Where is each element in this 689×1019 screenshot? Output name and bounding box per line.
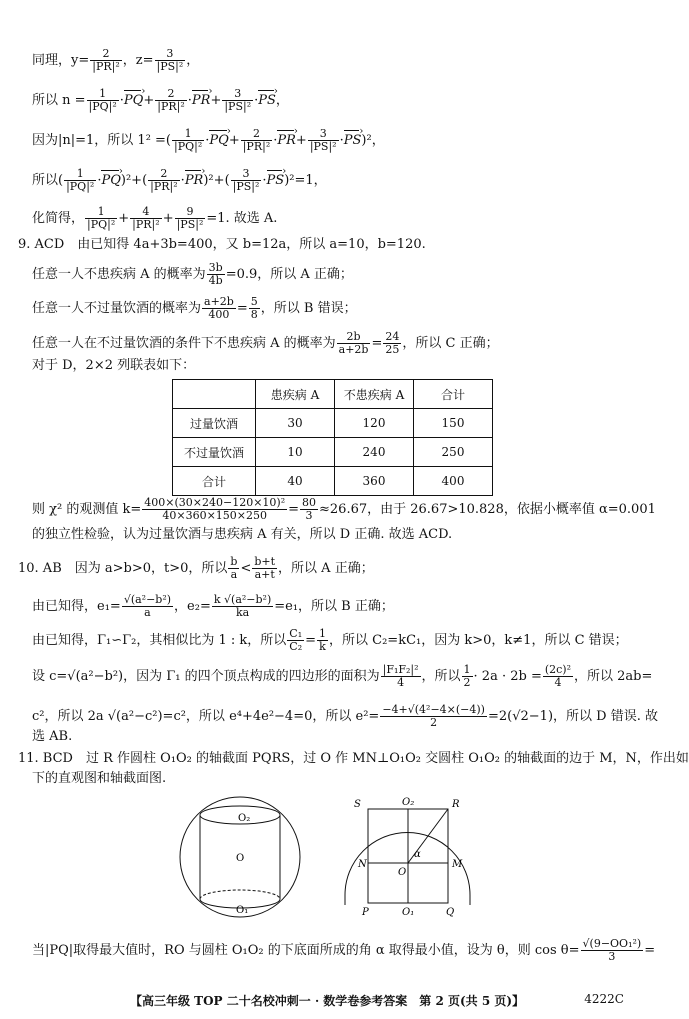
table-cell: 250 xyxy=(414,438,493,467)
table-cell: 不过量饮酒 xyxy=(173,438,256,467)
label-o2: O₂ xyxy=(402,797,415,808)
question-10-line: 10. AB 因为 a>b>0，t>0，所以 $\frac{b}{a}$ < $\frac{b+t}{a+t}$ ，所以 A 正确； xyxy=(18,555,374,581)
fraction: $\frac{3}{\text{|PS|²}}$ xyxy=(156,47,184,73)
contingency-table xyxy=(172,379,493,496)
label-n: N xyxy=(358,859,367,870)
table-row xyxy=(173,467,493,496)
table-cell: 30 xyxy=(256,409,335,438)
table-row xyxy=(173,438,493,467)
question-10-f: 选 AB. xyxy=(32,729,73,744)
table-header-cell xyxy=(173,380,256,409)
table-cell: 240 xyxy=(335,438,414,467)
label-alpha: α xyxy=(414,849,421,860)
solution-line-4: 所以( $\frac{1}{\text{|PQ|²}}$ ·PQ ›)²+( $\frac{2}{\text{|PR|²}}$ ·PR ›)²+( $\frac{3}{\text{|PS|²}}$ ·PS ›)²=1， xyxy=(32,168,648,193)
fraction: $\frac{2}{\text{|PR|²}}$ xyxy=(92,47,120,73)
chi-square-line-1: 则 χ² 的观测值 k= $\frac{\text{400×(30×240−120×10)²}}{40\times 360\times 150\times 250}$ = $\frac{80}{3}$ ≈26.67，由于 26.67>10.828，依据小概率值 α=0.001 xyxy=(32,496,656,522)
question-11-line: 11. BCD 过 R 作圆柱 O₁O₂ 的轴截面 PQRS，过 O 作 MN⊥O₁O₂ 交圆柱 O₁O₂ 的轴截面的边于 M，N，作出如 xyxy=(18,751,689,766)
solution-line-2: 所以 n = $\frac{1}{\text{|PQ|²}}$ ·PQ ›+ $\frac{2}{\text{|PR|²}}$ ·PR ›+ $\frac{3}{\text{|PS|²}}$ ·PS ›， xyxy=(32,88,648,113)
table-cell: 360 xyxy=(335,467,414,496)
table-cell: 400 xyxy=(414,467,493,496)
question-9-b: 任意一人不过量饮酒的概率为 $\frac{a+2b}{400}$ = $\frac{5}{8}$ ，所以 B 错误； xyxy=(32,295,357,321)
question-9-a: 任意一人不患疾病 A 的概率为 $\frac{3b}{4b}$ =0.9，所以 A 正确； xyxy=(32,261,353,287)
solution-line-3: 因为|n|=1，所以 1² =( $\frac{1}{\text{|PQ|²}}$ ·PQ ›+ $\frac{2}{\text{|PR|²}}$ ·PR ›+ $\frac{3}{\text{|PS|²}}$ ·PS ›)²， xyxy=(32,128,648,153)
table-cell: 10 xyxy=(256,438,335,467)
footer-title: 【高三年级 TOP 二十名校冲刺一 · 数学卷参考答案 第 2 页(共 5 页)】 xyxy=(130,994,525,1008)
table-cell: 合计 xyxy=(173,467,256,496)
question-9-d: 对于 D，2×2 列联表如下： xyxy=(32,358,196,373)
left-label-o1: O₁ xyxy=(236,905,249,916)
table-header-row xyxy=(173,380,493,409)
label-p: P xyxy=(362,907,369,918)
question-9-line: 9. ACD 由已知得 4a+3b=400，又 b=12a，所以 a=10，b=120. xyxy=(18,237,426,252)
left-label-o2: O₂ xyxy=(238,813,251,824)
table-row xyxy=(173,409,493,438)
table-header-cell: 不患疾病 A xyxy=(335,380,414,409)
question-11-b: 下的直观图和轴截面图. xyxy=(32,771,167,786)
question-9-c: 任意一人在不过量饮酒的条件下不患疾病 A 的概率为 $\frac{2b}{a+2b}$ = $\frac{24}{25}$ ，所以 C 正确； xyxy=(32,330,499,356)
table-header-cell: 患疾病 A xyxy=(256,380,335,409)
label-m: M xyxy=(452,859,463,870)
question-10-e: c²，所以 2a √(a²−c²)=c²，所以 e⁴+4e²−4=0，所以 e²= $\frac{\text{−4+√(4²−4×(−4))}}{2}$ =2(√2−1)，所以 D 错误. 故 xyxy=(32,703,658,729)
table-cell: 过量饮酒 xyxy=(173,409,256,438)
question-10-c: 由已知得，Γ₁∽Γ₂，其相似比为 1 : k，所以 $\frac{\text{C₁}}{\text{C₂}}$ = $\frac{1}{k}$ ，所以 C₂=kC₁，因为 k>0，k≠1，所以 C 错误； xyxy=(32,627,628,653)
final-line: 当|PQ|取得最大值时，RO 与圆柱 O₁O₂ 的下底面所成的角 α 取得最小值，设为 θ，则 cos θ= $\frac{\text{√(9−OO₁²)}}{3}$ = xyxy=(32,937,656,963)
table-header-cell: 合计 xyxy=(414,380,493,409)
question-10-d: 设 c=√(a²−b²)，因为 Γ₁ 的四个顶点构成的四边形的面积为 $\frac{\text{|F₁F₂|²}}{4}$ ，所以 $\frac{1}{2}$ · 2a · 2b = $\frac{\text{(2c)²}}{4}$ ，所以 2ab= xyxy=(32,663,653,689)
label-o: O xyxy=(398,867,407,878)
label-o1: O₁ xyxy=(402,907,415,918)
table-cell: 150 xyxy=(414,409,493,438)
label-s: S xyxy=(354,799,361,810)
bottom-ellipse-back xyxy=(200,890,280,899)
cylinder-figure xyxy=(180,793,480,923)
label-r: R xyxy=(452,799,460,810)
table-cell: 40 xyxy=(256,467,335,496)
solution-line-5: 化简得， $\frac{1}{\text{|PQ|²}}$ + $\frac{4}{\text{|PR|²}}$ + $\frac{9}{\text{|PS|²}}$ =1. 故选 A. xyxy=(32,205,278,231)
question-10-b: 由已知得，e₁= $\frac{\text{√(a²−b²)}}{a}$ ，e₂= $\frac{\text{k √(a²−b²)}}{ka}$ =e₁，所以 B 正确； xyxy=(32,593,394,619)
axial-section-diagram xyxy=(345,809,470,905)
chi-square-line-2: 的独立性检验，认为过量饮酒与患疾病 A 有关，所以 D 正确. 故选 ACD. xyxy=(32,527,453,542)
table-cell: 120 xyxy=(335,409,414,438)
label-q: Q xyxy=(446,907,455,918)
footer-code: 4222C xyxy=(584,992,624,1006)
solution-line-1: 同理，y= $\frac{2}{\text{|PR|²}}$ ，z= $\frac{3}{\text{|PS|²}}$ ， xyxy=(32,47,200,73)
left-label-o: O xyxy=(236,853,245,864)
